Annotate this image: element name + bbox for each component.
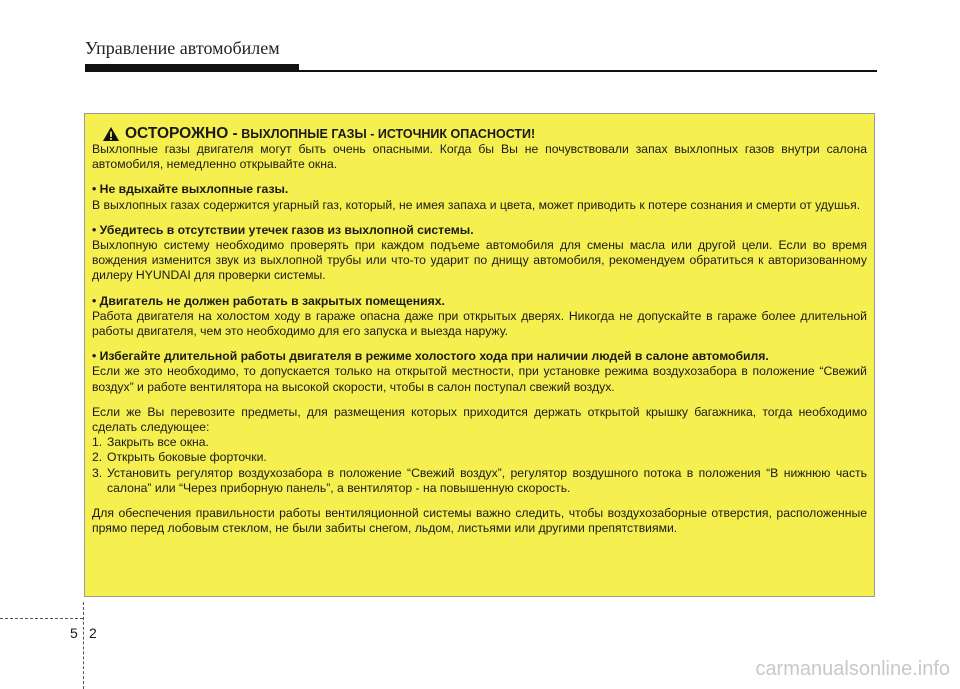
step-number: 1.: [92, 435, 103, 450]
list-item: [92, 435, 867, 450]
section-heading: • Убедитесь в отсутствии утечек газов из выхлопной системы.: [92, 222, 474, 237]
step-text: Закрыть все окна.: [107, 435, 209, 450]
warning-title: [102, 126, 867, 142]
section-heading: • Двигатель не должен работать в закрытых помещениях.: [92, 293, 445, 308]
section-heading: • Не вдыхайте выхлопные газы.: [92, 182, 289, 197]
header-title: Управление автомобилем: [85, 38, 280, 58]
warning-intro: Выхлопные газы двигателя могут быть очень опасными. Когда бы Вы не почувствовали запах выхлопных газов внутри салона автомобиля, немедленно открывайте окна.: [92, 142, 867, 172]
warning-triangle-icon: [102, 126, 120, 142]
list-item: [92, 465, 867, 496]
warning-box: [84, 113, 875, 597]
header-rule-thin: [85, 70, 877, 72]
watermark: carmanualsonline.info: [755, 658, 950, 680]
page-number-page: 2: [89, 625, 97, 641]
section-text: Если же это необходимо, то допускается только на открытой местности, при установке режима воздухозабора в положение “Свежий воздух” и работе вентилятора на высокой скорости, чтобы в салон поступал свежий воздух.: [92, 364, 867, 394]
cargo-text: Если же Вы перевозите предметы, для размещения которых приходится держать открытой крышку багажника, тогда необходимо сделать следующее:: [92, 404, 867, 435]
warning-title-main: ОСТОРОЖНО -: [125, 125, 238, 142]
footer-divider-vertical: [83, 602, 84, 689]
warning-title-sub: ВЫХЛОПНЫЕ ГАЗЫ - ИСТОЧНИК ОПАСНОСТИ!: [241, 127, 536, 141]
section-heading: • Избегайте длительной работы двигателя в режиме холостого хода при наличии людей в салоне автомобиля.: [92, 349, 769, 364]
footer-divider-horizontal: [0, 618, 83, 619]
section-text: Работа двигателя на холостом ходу в гараже опасна даже при открытых дверях. Никогда не допускайте в гараже более длительной работы двигателя, чем это необходимо для его запуска и выезда наружу.: [92, 308, 867, 339]
steps-list: [92, 435, 867, 496]
step-number: 2.: [92, 450, 103, 465]
step-number: 3.: [92, 465, 103, 480]
list-item: [92, 450, 867, 465]
section-text: Выхлопную систему необходимо проверять при каждом подъеме автомобиля для смены масла или другой цели. Если во время вождения изменится звук из выхлопной трубы или что-то ударит по днищу автомобиля, рекомендуем обратиться к авторизованному дилеру HYUNDAI для проверки системы.: [92, 238, 867, 283]
section-text: В выхлопных газах содержится угарный газ, который, не имея запаха и цвета, может приводить к потере сознания и смерти от удушья.: [92, 197, 861, 212]
step-text: Установить регулятор воздухозабора в положение “Свежий воздух”, регулятор воздушного потока в положения “В нижнюю часть салона” или “Через приборную панель”, а вентилятор - на повышенную скорость.: [107, 465, 867, 495]
step-text: Открыть боковые форточки.: [107, 450, 267, 465]
page-number-section: 5: [70, 625, 78, 641]
final-text: Для обеспечения правильности работы вентиляционной системы важно следить, чтобы воздухозаборные отверстия, расположенные прямо перед лобовым стеклом, не были забиты снегом, льдом, листьями или другими препятствиями.: [92, 506, 867, 536]
